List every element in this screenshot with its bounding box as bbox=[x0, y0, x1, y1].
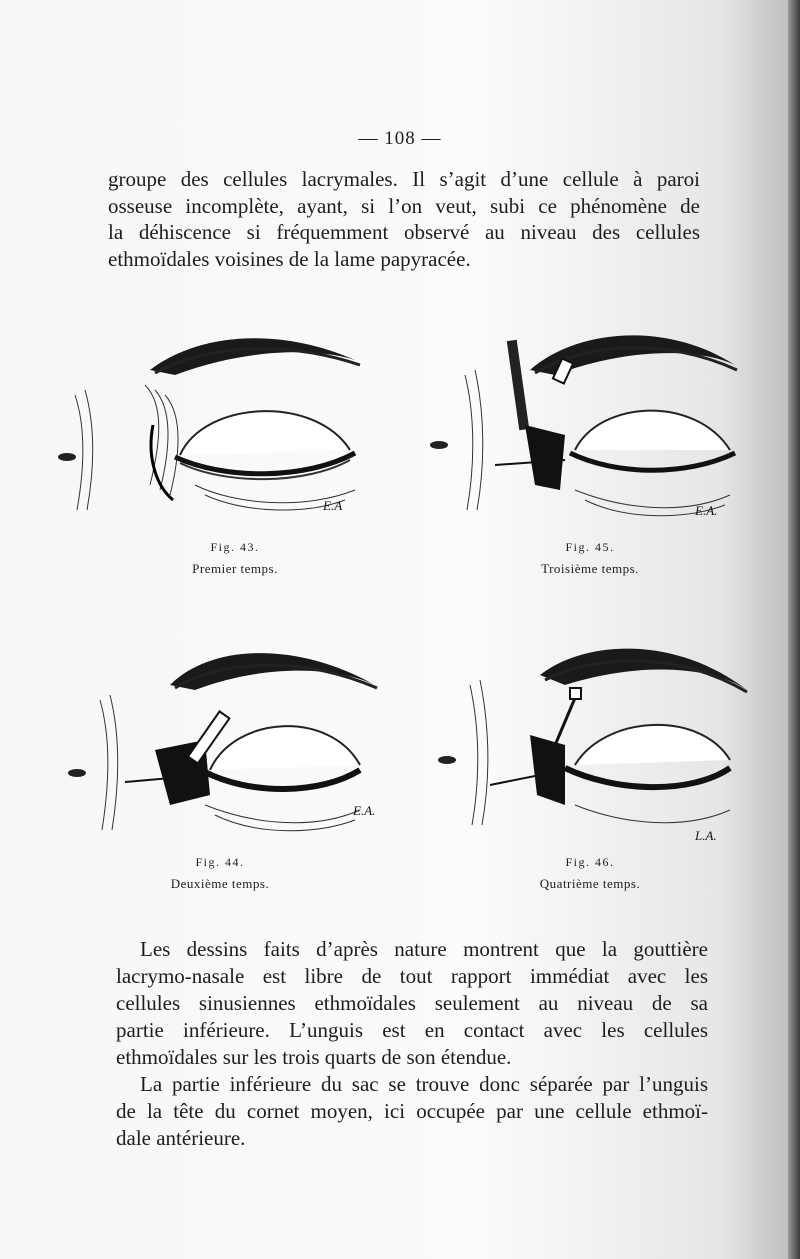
engraver-signature: E.A. bbox=[353, 803, 376, 818]
eye-illustration bbox=[55, 315, 385, 535]
body-paragraph bbox=[116, 936, 708, 1152]
page-number: — 108 — bbox=[358, 128, 442, 149]
text-line: lacrymo-nasale est libre de tout rapport immédiat avec les bbox=[116, 964, 708, 988]
figure-44 bbox=[55, 630, 385, 895]
page-edge-shadow bbox=[788, 0, 800, 1259]
figure-46 bbox=[425, 630, 755, 895]
text-line: de la tête du cornet moyen, ici occupée par une cellule ethmoï- bbox=[116, 1099, 708, 1123]
text-line: la déhiscence si fréquemment observé au niveau des cellules bbox=[108, 220, 700, 244]
text-line: dale antérieure. bbox=[116, 1126, 246, 1150]
text-line: cellules sinusiennes ethmoïdales seulement au niveau de sa bbox=[116, 991, 708, 1015]
figure-number: Fig. 44. bbox=[195, 855, 245, 869]
engraver-signature: E.A. bbox=[695, 503, 718, 518]
figure-number: Fig. 43. bbox=[210, 540, 260, 554]
figure-caption: Deuxième temps. bbox=[170, 876, 270, 891]
eye-illustration bbox=[425, 630, 755, 850]
figure-number: Fig. 46. bbox=[565, 855, 615, 869]
figure-number: Fig. 45. bbox=[565, 540, 615, 554]
figure-caption: Premier temps. bbox=[192, 561, 278, 576]
text-line: groupe des cellules lacrymales. Il s’agit d’une cellule à paroi bbox=[108, 167, 700, 191]
text-line: osseuse incomplète, ayant, si l’on veut, subi ce phénomène de bbox=[108, 193, 700, 218]
text-line: La partie inférieure du sac se trouve donc séparée par l’unguis bbox=[140, 1072, 708, 1096]
intro-paragraph bbox=[108, 166, 700, 272]
eye-illustration bbox=[425, 315, 755, 535]
text-line: partie inférieure. L’unguis est en contact avec les cellules bbox=[116, 1018, 708, 1042]
text-line: Les dessins faits d’après nature montrent que la gouttière bbox=[140, 937, 708, 961]
figure-caption: Quatrième temps. bbox=[539, 876, 641, 891]
text-line: ethmoïdales sur les trois quarts de son étendue. bbox=[116, 1045, 512, 1069]
figure-caption: Troisième temps. bbox=[541, 561, 639, 576]
figure-45 bbox=[425, 315, 755, 580]
engraver-signature: E.A bbox=[323, 498, 343, 513]
figure-43 bbox=[55, 315, 385, 580]
text-line: ethmoïdales voisines de la lame papyracée. bbox=[108, 246, 471, 271]
eye-illustration bbox=[55, 630, 385, 850]
engraver-signature: L.A. bbox=[695, 828, 717, 843]
